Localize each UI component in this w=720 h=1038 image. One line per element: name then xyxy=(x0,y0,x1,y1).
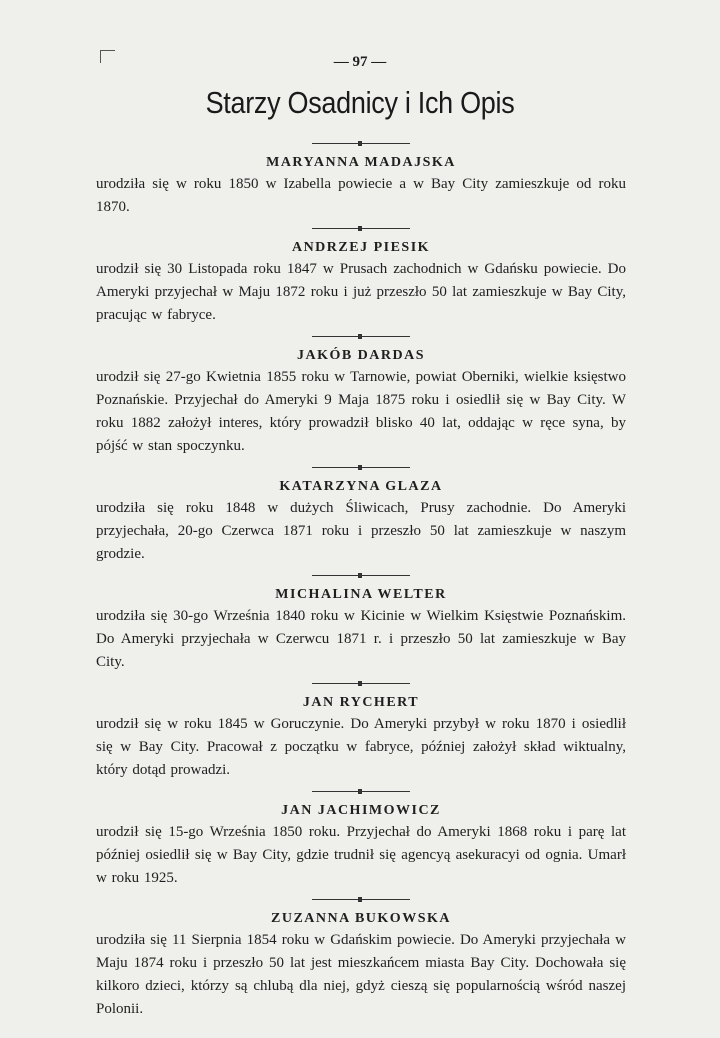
divider xyxy=(312,680,410,687)
entry-text: urodził się 30 Listopada roku 1847 w Prusach zachodnich w Gdańsku powiecie. Do Ameryki przyjechał w Maju 1872 roku i już przeszło 50 lat zamieszkuje w Bay City, pracując w fabryce. xyxy=(96,261,626,323)
entry-text: urodził się 27-go Kwietnia 1855 roku w Tarnowie, powiat Oberniki, wielkie księstwo Poznańskie. Przyjechał do Ameryki 9 Maja 1875 roku i osiedlił się w Bay City. W roku 1882 założył interes, który prowadził blisko 40 lat, oddając w ręce syna, by pójść w stan spoczynku. xyxy=(96,369,626,454)
divider xyxy=(312,140,410,147)
entry-name: JAN RYCHERT xyxy=(302,695,420,710)
entry-text: urodził się w roku 1845 w Goruczynie. Do Ameryki przybył w roku 1870 i osiedlił się w Bay City. Pracował z początku w fabryce, później założył skład wiktualny, który dotąd prowadzi. xyxy=(96,716,626,778)
entry xyxy=(96,572,626,674)
divider xyxy=(312,333,410,340)
entry xyxy=(96,225,626,327)
entry-name: MARYANNA MADAJSKA xyxy=(266,155,456,170)
divider xyxy=(312,788,410,795)
page-number: — 97 — xyxy=(333,54,387,70)
entry-name: MICHALINA WELTER xyxy=(275,587,447,602)
entry xyxy=(96,788,626,890)
entry xyxy=(96,680,626,782)
entry-name: JAN JACHIMOWICZ xyxy=(281,803,441,818)
page-title: Starzy Osadnicy i Ich Opis xyxy=(205,86,515,120)
entry-text: urodziła się w roku 1850 w Izabella powiecie a w Bay City zamieszkuje od roku 1870. xyxy=(96,176,626,215)
entry-name: JAKÓB DARDAS xyxy=(296,348,426,363)
entry xyxy=(96,333,626,458)
divider xyxy=(312,225,410,232)
entry-name: ANDRZEJ PIESIK xyxy=(291,240,431,255)
entry-name: KATARZYNA GLAZA xyxy=(279,479,443,494)
divider xyxy=(312,896,410,903)
entry-text: urodziła się roku 1848 w dużych Śliwicach, Prusy zachodnie. Do Ameryki przyjechała, 20-go Czerwca 1871 roku i przeszło 50 lat zamieszkuje w naszym grodzie. xyxy=(96,500,626,562)
divider xyxy=(312,464,410,471)
entry-text: urodził się 15-go Września 1850 roku. Przyjechał do Ameryki 1868 roku i parę lat później osiedlił się w Bay City, gdzie trudnił się agencyą asekuracyi od ognia. Umarł w roku 1925. xyxy=(96,824,626,886)
entry xyxy=(96,464,626,566)
divider xyxy=(312,572,410,579)
entry xyxy=(96,896,626,1021)
entries-list xyxy=(96,140,626,1027)
entry-text: urodziła się 11 Sierpnia 1854 roku w Gdańskim powiecie. Do Ameryki przyjechała w Maju 1874 roku i przeszło 50 lat jest mieszkańcem miasta Bay City. Dochowała się kilkoro dzieci, którzy są chlubą dla niej, gdyż cieszą się popularnością wśród naszej Polonii. xyxy=(96,932,626,1017)
entry xyxy=(96,140,626,219)
entry-text: urodziła się 30-go Września 1840 roku w Kicinie w Wielkim Księstwie Poznańskim. Do Ameryki przyjechała w Czerwcu 1871 r. i przeszło 50 lat zamieszkuje w Bay City. xyxy=(96,608,626,670)
entry-name: ZUZANNA BUKOWSKA xyxy=(271,911,451,926)
